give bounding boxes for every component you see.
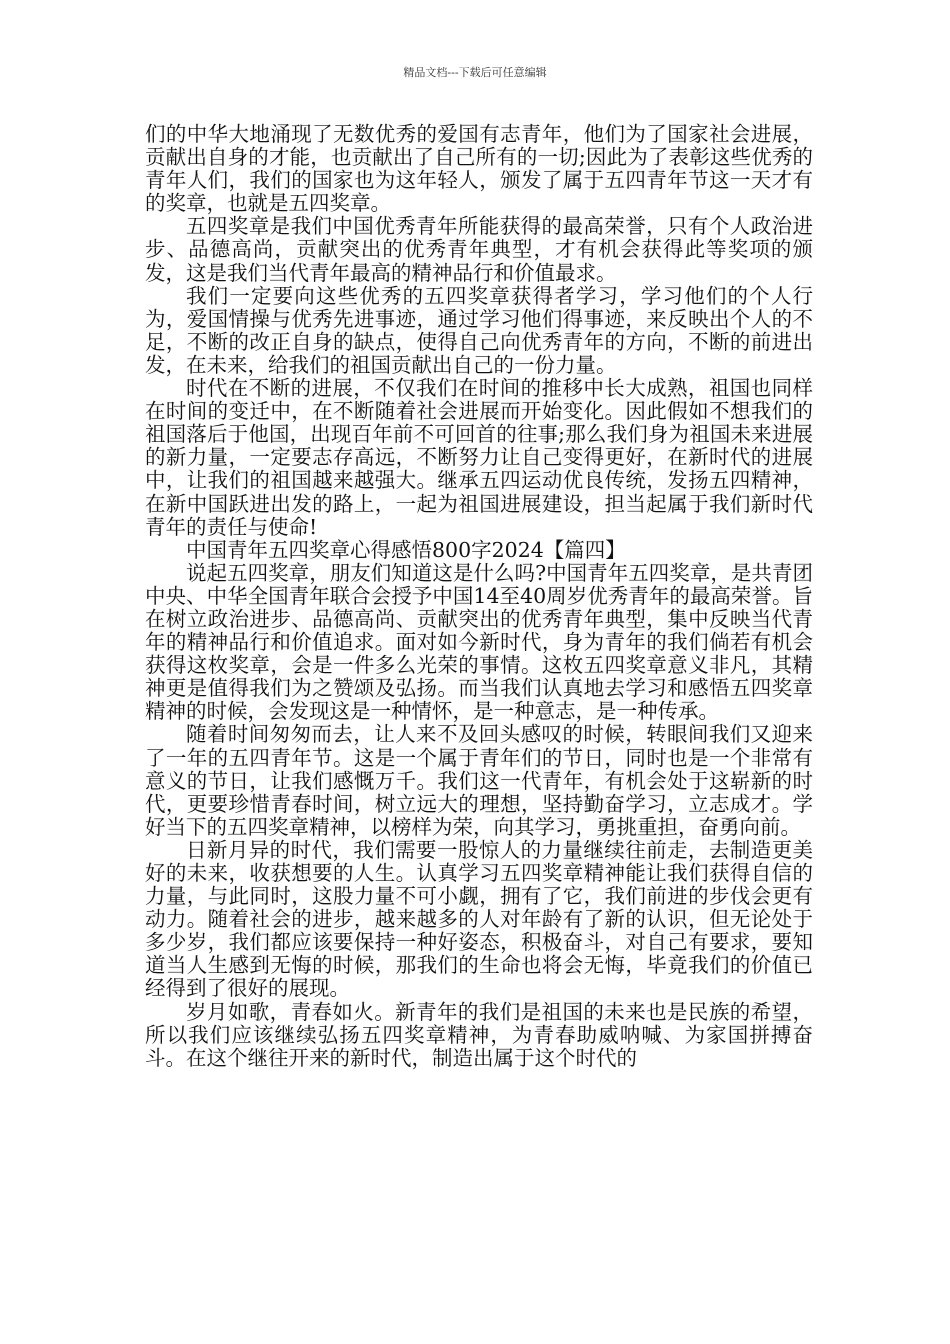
page-header: 精品文档---下载后可任意编辑	[403, 66, 547, 79]
section-heading: 中国青年五四奖章心得感悟800字2024【篇四】	[186, 537, 626, 562]
paragraph-4: 时代在不断的进展，不仅我们在时间的推移中长大成熟，祖国也同样在时间的变迁中，在不断随着社会进展而开始变化。因此假如不想我们的祖国落后于他国，出现百年前不可回首的往事;那么我们身为祖国未来进展的新力量，一定要志存高远，不断努力让自己变得更好，在新时代的进展中，让我们的祖国越来越强大。继承五四运动优良传统，发扬五四精神，在新中国跃进出发的路上，一起为祖国进展建设，担当起属于我们新时代青年的责任与使命!	[145, 376, 813, 539]
paragraph-1: 们的中华大地涌现了无数优秀的爱国有志青年，他们为了国家社会进展，贡献出自身的才能，也贡献出了自己所有的一切;因此为了表彰这些优秀的青年人们，我们的国家也为这年轻人，颁发了属于五四青年节这一天才有的奖章，也就是五四奖章。	[145, 122, 813, 216]
paragraph-6: 随着时间匆匆而去，让人来不及回头感叹的时候，转眼间我们又迎来了一年的五四青年节。这是一个属于青年们的节日，同时也是一个非常有意义的节日，让我们感慨万千。我们这一代青年，有机会处于这崭新的时代，更要珍惜青春时间，树立远大的理想，坚持勤奋学习，立志成才。学好当下的五四奖章精神，以榜样为荣，向其学习，勇挑重担，奋勇向前。	[145, 722, 813, 839]
document-body	[145, 123, 813, 1070]
paragraph-5: 说起五四奖章，朋友们知道这是什么吗?中国青年五四奖章，是共青团中央、中华全国青年联合会授予中国14至40周岁优秀青年的最高荣誉。旨在树立政治进步、品德高尚、贡献突出的优秀青年典型，集中反映当代青年的精神品行和价值追求。面对如今新时代，身为青年的我们倘若有机会获得这枚奖章，会是一件多么光荣的事情。这枚五四奖章意义非凡，其精神更是值得我们为之赞颂及弘扬。而当我们认真地去学习和感悟五四奖章精神的时候，会发现这是一种情怀，是一种意志，是一种传承。	[145, 560, 813, 724]
paragraph-3: 我们一定要向这些优秀的五四奖章获得者学习，学习他们的个人行为，爱国情操与优秀先进事迹，通过学习他们得事迹，来反映出个人的不足，不断的改正自身的缺点，使得自己向优秀青年的方向，不断的前进出发，在未来，给我们的祖国贡献出自己的一份力量。	[145, 283, 813, 377]
paragraph-8: 岁月如歌，青春如火。新青年的我们是祖国的未来也是民族的希望，所以我们应该继续弘扬五四奖章精神，为青春助威呐喊、为家国拼搏奋斗。在这个继往开来的新时代，制造出属于这个时代的	[145, 999, 813, 1070]
paragraph-2: 五四奖章是我们中国优秀青年所能获得的最高荣誉，只有个人政治进步、品德高尚，贡献突出的优秀青年典型，才有机会获得此等奖项的颁发，这是我们当代青年最高的精神品行和价值最求。	[145, 214, 813, 285]
paragraph-7: 日新月异的时代，我们需要一股惊人的力量继续往前走，去制造更美好的未来，收获想要的人生。认真学习五四奖章精神能让我们获得自信的力量，与此同时，这股力量不可小觑，拥有了它，我们前进的步伐会更有动力。随着社会的进步，越来越多的人对年龄有了新的认识，但无论处于多少岁，我们都应该要保持一种好姿态，积极奋斗，对自己有要求，要知道当人生感到无悔的时候，那我们的生命也将会无悔，毕竟我们的价值已经得到了很好的展现。	[145, 837, 813, 1001]
